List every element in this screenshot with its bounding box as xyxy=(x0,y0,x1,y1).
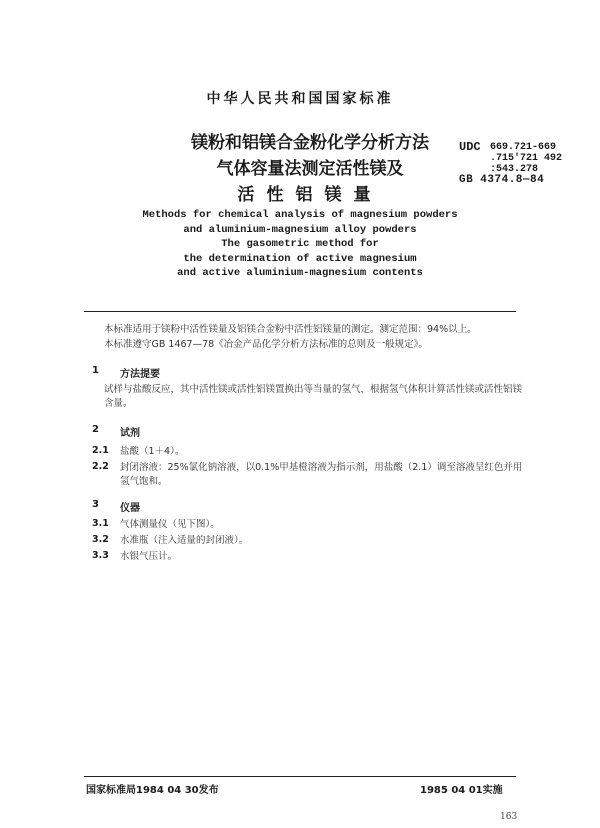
item-2-1-text: 盐酸（1＋4）。 xyxy=(120,446,185,457)
item-2-2-number: 2.2 xyxy=(92,461,109,472)
title-en-line-2: and aluminium-magnesium alloy powders xyxy=(183,223,417,236)
country-standard-heading: 中华人民共和国国家标准 xyxy=(206,91,394,107)
title-cn-line-2: 气体容量法测定活性镁及 xyxy=(216,159,404,179)
udc-label: UDC xyxy=(459,140,481,154)
title-en-block xyxy=(0,208,600,281)
effective-date: 1985 04 01实施 xyxy=(420,785,503,796)
item-2-2-text: 封闭溶液：25%氯化钠溶液，以0.1%甲基橙溶液为指示剂，用盐酸（2.1）调至溶液呈红色并用氢气饱和。 xyxy=(120,462,523,487)
title-en-line-3: The gasometric method for xyxy=(221,238,379,250)
item-3-3-number: 3.3 xyxy=(92,550,109,561)
udc-line-2: .715'721 492 xyxy=(490,153,563,164)
item-3-1-number: 3.1 xyxy=(92,518,109,529)
footer-divider xyxy=(84,776,516,777)
section-3-number: 3 xyxy=(92,499,99,510)
title-cn-line-3: 活性铝镁量 xyxy=(237,185,383,205)
title-en-line-5: and active aluminium-magnesium contents xyxy=(177,267,423,279)
title-en-line-4: the determination of active magnesium xyxy=(183,252,417,265)
item-3-2-text: 水准瓶（注入适量的封闭液）。 xyxy=(120,535,249,546)
issue-date: 国家标准局1984 04 30发布 xyxy=(86,785,219,796)
header-divider xyxy=(84,311,516,312)
item-3-2-number: 3.2 xyxy=(92,534,109,545)
section-2-number: 2 xyxy=(92,424,99,435)
gb-number: GB 4374.8—84 xyxy=(459,174,545,186)
title-en-line-1: Methods for chemical analysis of magnesium powders xyxy=(142,209,458,221)
section-1-title: 方法提要 xyxy=(120,369,160,380)
udc-line-3: :543.278 xyxy=(490,164,539,175)
intro-scope: 本标准适用于镁粉中活性镁量及铝镁合金粉中活性铝镁量的测定。测定范围：94%以上。 xyxy=(104,324,477,335)
section-1-body: 试样与盐酸反应，其中活性镁或活性铝镁置换出等当量的氢气，根据氢气体积计算活性镁或活性铝镁含量。 xyxy=(104,384,523,409)
title-cn-line-1: 镁粉和铝镁合金粉化学分析方法 xyxy=(191,133,429,153)
intro-compliance: 本标准遵守GB 1467—78《冶金产品化学分析方法标准的总则及一般规定》。 xyxy=(104,339,428,350)
udc-block xyxy=(459,142,594,186)
section-3-title: 仪器 xyxy=(120,503,140,514)
section-2-title: 试剂 xyxy=(120,428,140,439)
section-1-number: 1 xyxy=(92,365,99,376)
item-3-3-text: 水银气压计。 xyxy=(120,551,178,562)
item-2-1-number: 2.1 xyxy=(92,445,109,456)
item-3-1-text: 气体测量仪（见下图）。 xyxy=(120,519,220,530)
page-number: 163 xyxy=(500,812,518,822)
udc-line-1: 669.721-669 xyxy=(490,142,557,153)
